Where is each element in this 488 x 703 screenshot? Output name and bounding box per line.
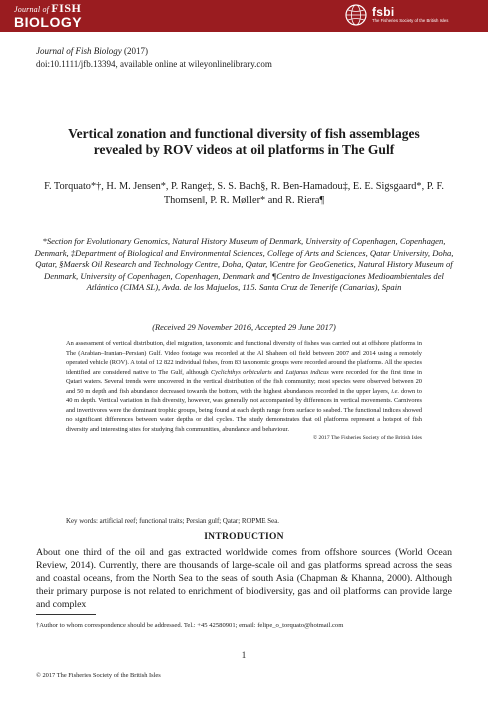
fsbi-logo-block [345,4,448,26]
abstract-text-2: were recorded for the first time in Qatari waters. Several trends were uncovered in the vertical distribution of the fish community; most species were observed between 20 and 50 m depth and fish abundance decreased towards the bottom, with the highest abundances recorded in the upper layers, [66,368,422,395]
abstract-conjunction: and [271,368,286,376]
page-number: 1 [241,650,247,660]
journal-name: Journal of Fish Biology [36,46,122,56]
fsbi-abbrev: fsbi [372,5,395,20]
fsbi-globe-icon [345,4,367,26]
footnote-divider [36,614,96,615]
journal-header-banner [0,0,488,32]
abstract [66,339,422,444]
abstract-text-3: down to 40 m depth. Vertical variation in fish diversity, however, was generally not accompanied by differences in vertical movements. Carnivores and invertivores were the dominant trophic groups, being found at each depth range from surface to seabed. The functional indices showed no significant differences between water depths or diel cycles. The study demonstrates that oil platforms represent a hotspot of fish diversity and interesting sites for studying fish communities, abundance and behaviour. [66,387,422,433]
journal-year: (2017) [121,46,148,56]
abstract-copyright: © 2017 The Fisheries Society of the British Isles [312,435,422,441]
introduction-paragraph: About one third of the oil and gas extracted worldwide comes from offshore sources (World Ocean Review, 2014). Currently, there are thousands of large-scale oil and gas platforms spread across the seas and coastal oceans, from the North Sea to the seas of south Asia (Chapman & Khanna, 2000). Although their primary purpose is not related to enrichment of biodiversity, gas and oil platforms can provide large and complex [36,547,452,610]
masthead-prefix: Journal of [14,5,52,14]
section-heading-introduction: INTRODUCTION [204,532,284,542]
affiliations: *Section for Evolutionary Genomics, Natural History Museum of Denmark, University of Copenhagen, Copenhagen, Denmark, ‡Department of Biological and Environmental Sciences, College of Arts and Sciences, Qatar University, Doha, Qatar, §Maersk Oil Research and Technology Centre, Doha, Qatar, ‖Centre for GeoGenetics, Natural History Museum of Denmark, University of Copenhagen, Copenhagen, Denmark and ¶Centro de Investigaciones Medioambientales del Atlántico (CIMA SL), Avda. de los Majuelos, 115. Santa Cruz de Tenerife (Canarias), Spain [34,236,454,293]
masthead-biology: BIOLOGY [14,14,83,30]
citation-block [36,45,272,71]
article-title: Vertical zonation and functional diversity of fish assemblages revealed by ROV videos at oil platforms in The Gulf [68,126,420,157]
author-list: F. Torquato*†, H. M. Jensen*, P. Range‡, S. S. Bach§, R. Ben-Hamadou‡, E. E. Sigsgaard*, P. F. Thomsen‖, P. R. Møller* and R. Riera¶ [44,181,444,206]
abbrev-ie: i.e. [391,387,400,395]
abstract-text-1: An assessment of vertical distribution, diel migration, taxonomic and functional diversity of fishes was carried out at offshore platforms in The (Arabian–Iranian–Persian) Gulf. Video footage was recorded at the Al Shaheen oil field between 2007 and 2014 using a remotely operated vehicle (ROV). A total of 12 822 individual fishes, from 83 taxonomic groups were recorded around the platforms. All the species identified are considered native to The Gulf, although [66,340,423,376]
species-name: Cyclichthys orbicularis [211,368,272,376]
fsbi-full-name: The Fisheries Society of the British Isles [372,18,449,24]
keywords: Key words: artificial reef; functional traits; Persian gulf; Qatar; ROPME Sea. [66,518,279,525]
corresponding-author-footnote: †Author to whom correspondence should be addressed. Tel.: +45 42580901; email: felipe_o_torquato@hotmail.com [36,622,344,629]
journal-masthead [14,2,82,29]
doi-line[interactable]: doi:10.1111/jfb.13394, available online at wileyonlinelibrary.com [36,59,272,69]
species-name: Lutjanus indicus [285,368,329,376]
received-dates: (Received 29 November 2016, Accepted 29 June 2017) [152,323,336,332]
masthead-fish: FISH [51,1,82,15]
page-footer-copyright: © 2017 The Fisheries Society of the British Isles [36,672,161,679]
